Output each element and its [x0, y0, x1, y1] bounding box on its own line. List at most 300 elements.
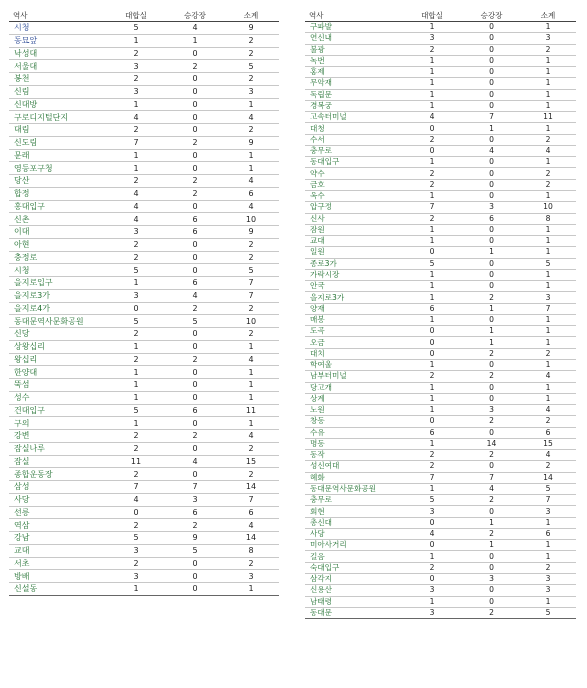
platform-cell: 0	[167, 340, 223, 353]
table-row	[305, 371, 576, 382]
total-cell: 1	[520, 359, 576, 370]
table-row	[305, 202, 576, 213]
table-row	[305, 258, 576, 269]
total-cell: 2	[223, 251, 279, 264]
station-cell: 신당	[9, 328, 105, 341]
station-cell: 혜화	[305, 472, 401, 483]
transfer-cell: 1	[401, 78, 463, 89]
platform-cell: 1	[463, 247, 520, 258]
table-row	[305, 450, 576, 461]
platform-cell: 1	[463, 326, 520, 337]
transfer-cell: 1	[401, 483, 463, 494]
station-cell: 오금	[305, 337, 401, 348]
left-table-body	[9, 22, 279, 596]
total-cell: 11	[520, 112, 576, 123]
platform-cell: 6	[167, 506, 223, 519]
transfer-cell: 1	[105, 583, 167, 596]
platform-cell: 1	[463, 337, 520, 348]
platform-cell: 0	[463, 168, 520, 179]
platform-cell: 2	[167, 136, 223, 149]
table-row	[305, 551, 576, 562]
total-cell: 3	[520, 506, 576, 517]
platform-cell: 4	[463, 483, 520, 494]
total-cell: 1	[520, 269, 576, 280]
transfer-cell: 4	[105, 493, 167, 506]
total-cell: 2	[520, 348, 576, 359]
table-row	[305, 596, 576, 607]
station-cell: 동대입구	[305, 157, 401, 168]
station-cell: 금호	[305, 179, 401, 190]
transfer-cell: 1	[401, 89, 463, 100]
transfer-cell: 5	[105, 264, 167, 277]
header-transfer: 대합실	[401, 9, 463, 22]
transfer-cell: 3	[105, 60, 167, 73]
total-cell: 5	[223, 264, 279, 277]
transfer-cell: 2	[105, 353, 167, 366]
platform-cell: 0	[167, 366, 223, 379]
station-cell: 대청	[305, 123, 401, 134]
table-row	[305, 44, 576, 55]
table-row	[9, 111, 279, 124]
station-cell: 동대문역사문화공원	[9, 315, 105, 328]
platform-cell: 4	[167, 289, 223, 302]
total-cell: 1	[520, 78, 576, 89]
transfer-cell: 11	[105, 455, 167, 468]
transfer-cell: 1	[401, 405, 463, 416]
table-row	[9, 570, 279, 583]
table-row	[305, 528, 576, 539]
total-cell: 1	[520, 157, 576, 168]
station-cell: 을지로4가	[9, 302, 105, 315]
total-cell: 2	[223, 557, 279, 570]
table-row	[305, 348, 576, 359]
station-cell: 약수	[305, 168, 401, 179]
station-cell: 동묘앞	[9, 34, 105, 47]
table-row	[305, 438, 576, 449]
total-cell: 3	[520, 574, 576, 585]
table-row	[305, 382, 576, 393]
total-cell: 6	[223, 187, 279, 200]
transfer-cell: 1	[105, 417, 167, 430]
total-cell: 2	[223, 34, 279, 47]
table-row	[9, 149, 279, 162]
table-row	[305, 78, 576, 89]
station-cell: 창동	[305, 416, 401, 427]
platform-cell: 0	[167, 468, 223, 481]
table-row	[305, 247, 576, 258]
total-cell: 2	[520, 416, 576, 427]
transfer-cell: 2	[401, 213, 463, 224]
table-row	[305, 292, 576, 303]
total-cell: 1	[520, 517, 576, 528]
total-cell: 1	[223, 417, 279, 430]
station-cell: 충정로	[9, 251, 105, 264]
table-row	[9, 60, 279, 73]
transfer-cell: 2	[105, 238, 167, 251]
platform-cell: 0	[167, 73, 223, 86]
total-cell: 4	[520, 450, 576, 461]
platform-cell: 0	[167, 583, 223, 596]
total-cell: 15	[223, 455, 279, 468]
total-cell: 2	[520, 562, 576, 573]
transfer-cell: 1	[105, 98, 167, 111]
transfer-cell: 2	[401, 450, 463, 461]
transfer-cell: 1	[401, 292, 463, 303]
total-cell: 1	[520, 236, 576, 247]
station-cell: 잠원	[305, 224, 401, 235]
platform-cell: 0	[463, 269, 520, 280]
platform-cell: 2	[463, 292, 520, 303]
table-row	[9, 544, 279, 557]
total-cell: 2	[223, 73, 279, 86]
total-cell: 2	[520, 179, 576, 190]
table-row	[305, 33, 576, 44]
station-cell: 왕십리	[9, 353, 105, 366]
transfer-cell: 3	[105, 289, 167, 302]
table-row	[305, 281, 576, 292]
header-total: 소계	[520, 9, 576, 22]
platform-cell: 4	[167, 455, 223, 468]
station-cell: 수서	[305, 134, 401, 145]
station-cell: 동작	[305, 450, 401, 461]
transfer-cell: 1	[105, 149, 167, 162]
transfer-cell: 1	[401, 236, 463, 247]
table-row	[9, 468, 279, 481]
transfer-cell: 2	[401, 168, 463, 179]
platform-cell: 3	[463, 202, 520, 213]
platform-cell: 0	[463, 359, 520, 370]
platform-cell: 0	[463, 22, 520, 33]
table-row	[305, 303, 576, 314]
table-row	[9, 481, 279, 494]
transfer-cell: 1	[401, 551, 463, 562]
transfer-cell: 3	[401, 607, 463, 618]
total-cell: 1	[520, 596, 576, 607]
table-row	[305, 67, 576, 78]
station-cell: 고속터미널	[305, 112, 401, 123]
table-row	[305, 483, 576, 494]
total-cell: 1	[520, 337, 576, 348]
platform-cell: 1	[463, 540, 520, 551]
station-cell: 노원	[305, 405, 401, 416]
platform-cell: 0	[463, 179, 520, 190]
total-cell: 4	[223, 430, 279, 443]
transfer-cell: 2	[105, 519, 167, 532]
total-cell: 1	[520, 281, 576, 292]
transfer-cell: 0	[105, 506, 167, 519]
total-cell: 3	[520, 33, 576, 44]
total-cell: 1	[520, 314, 576, 325]
platform-cell: 1	[463, 517, 520, 528]
station-cell: 시청	[9, 22, 105, 35]
platform-cell: 0	[167, 200, 223, 213]
table-row	[305, 179, 576, 190]
platform-cell: 0	[463, 314, 520, 325]
total-cell: 6	[520, 528, 576, 539]
station-cell: 홍제	[305, 67, 401, 78]
station-cell: 강남	[9, 532, 105, 545]
header-station: 역사	[9, 9, 105, 22]
transfer-cell: 2	[105, 73, 167, 86]
station-cell: 을지로3가	[305, 292, 401, 303]
station-cell: 서초	[9, 557, 105, 570]
transfer-cell: 5	[105, 22, 167, 35]
total-cell: 3	[223, 85, 279, 98]
table-row	[9, 442, 279, 455]
platform-cell: 0	[167, 251, 223, 264]
transfer-cell: 1	[105, 391, 167, 404]
transfer-cell: 0	[401, 540, 463, 551]
table-row	[305, 157, 576, 168]
station-cell: 한양대	[9, 366, 105, 379]
platform-cell: 7	[463, 112, 520, 123]
transfer-cell: 2	[401, 371, 463, 382]
station-cell: 신림	[9, 85, 105, 98]
total-cell: 2	[223, 442, 279, 455]
table-row	[9, 328, 279, 341]
transfer-cell: 1	[401, 393, 463, 404]
station-cell: 아현	[9, 238, 105, 251]
station-cell: 숙대입구	[305, 562, 401, 573]
transfer-cell: 2	[105, 175, 167, 188]
table-row	[9, 391, 279, 404]
table-row	[9, 404, 279, 417]
platform-cell: 0	[167, 162, 223, 175]
station-cell: 구파발	[305, 22, 401, 33]
transfer-cell: 2	[105, 47, 167, 60]
total-cell: 2	[520, 134, 576, 145]
platform-cell: 0	[463, 236, 520, 247]
table-row	[9, 289, 279, 302]
table-row	[9, 251, 279, 264]
table-row	[9, 277, 279, 290]
table-row	[305, 607, 576, 618]
platform-cell: 0	[463, 78, 520, 89]
platform-cell: 14	[463, 438, 520, 449]
station-cell: 안국	[305, 281, 401, 292]
table-row	[305, 314, 576, 325]
transfer-cell: 1	[401, 22, 463, 33]
station-cell: 신대방	[9, 98, 105, 111]
total-cell: 14	[520, 472, 576, 483]
station-cell: 미아사거리	[305, 540, 401, 551]
total-cell: 1	[223, 379, 279, 392]
header-platform: 승강장	[167, 9, 223, 22]
table-row	[305, 517, 576, 528]
transfer-cell: 1	[401, 281, 463, 292]
station-cell: 일원	[305, 247, 401, 258]
total-cell: 5	[520, 607, 576, 618]
platform-cell: 0	[463, 585, 520, 596]
platform-cell: 3	[167, 493, 223, 506]
platform-cell: 0	[167, 570, 223, 583]
platform-cell: 0	[167, 442, 223, 455]
header-row	[305, 9, 576, 22]
transfer-cell: 1	[401, 67, 463, 78]
table-row	[9, 506, 279, 519]
station-cell: 양재	[305, 303, 401, 314]
total-cell: 1	[520, 22, 576, 33]
station-cell: 무악재	[305, 78, 401, 89]
station-cell: 불광	[305, 44, 401, 55]
total-cell: 10	[223, 315, 279, 328]
table-row	[9, 98, 279, 111]
total-cell: 2	[223, 124, 279, 137]
platform-cell: 0	[167, 379, 223, 392]
total-cell: 1	[223, 340, 279, 353]
platform-cell: 0	[463, 224, 520, 235]
total-cell: 3	[223, 570, 279, 583]
platform-cell: 9	[167, 532, 223, 545]
station-cell: 사당	[305, 528, 401, 539]
platform-cell: 0	[463, 461, 520, 472]
transfer-cell: 3	[105, 226, 167, 239]
table-row	[305, 393, 576, 404]
total-cell: 2	[520, 168, 576, 179]
total-cell: 1	[520, 551, 576, 562]
total-cell: 1	[520, 224, 576, 235]
platform-cell: 2	[167, 187, 223, 200]
platform-cell: 2	[167, 519, 223, 532]
total-cell: 2	[223, 238, 279, 251]
station-cell: 영등포구청	[9, 162, 105, 175]
platform-cell: 1	[167, 34, 223, 47]
platform-cell: 0	[463, 55, 520, 66]
station-cell: 서울대	[9, 60, 105, 73]
station-cell: 남태령	[305, 596, 401, 607]
station-cell: 문래	[9, 149, 105, 162]
platform-cell: 0	[167, 557, 223, 570]
platform-cell: 6	[167, 213, 223, 226]
table-row	[9, 226, 279, 239]
station-cell: 대림	[9, 124, 105, 137]
transfer-cell: 5	[105, 532, 167, 545]
total-cell: 4	[223, 175, 279, 188]
station-cell: 연신내	[305, 33, 401, 44]
transfer-cell: 2	[401, 134, 463, 145]
platform-cell: 2	[167, 302, 223, 315]
transfer-cell: 2	[401, 562, 463, 573]
platform-cell: 3	[463, 405, 520, 416]
table-row	[305, 213, 576, 224]
platform-cell: 7	[463, 472, 520, 483]
transfer-cell: 6	[401, 303, 463, 314]
station-cell: 충무로	[305, 495, 401, 506]
total-cell: 6	[223, 506, 279, 519]
platform-cell: 6	[167, 226, 223, 239]
station-cell: 합정	[9, 187, 105, 200]
table-row	[305, 416, 576, 427]
transfer-cell: 5	[105, 404, 167, 417]
transfer-cell: 1	[105, 379, 167, 392]
table-row	[9, 557, 279, 570]
total-cell: 1	[223, 162, 279, 175]
table-row	[305, 472, 576, 483]
table-row	[9, 583, 279, 596]
station-cell: 당고개	[305, 382, 401, 393]
header-row	[9, 9, 279, 22]
station-cell: 선릉	[9, 506, 105, 519]
transfer-cell: 1	[401, 55, 463, 66]
platform-cell: 0	[463, 258, 520, 269]
transfer-cell: 3	[401, 506, 463, 517]
table-row	[305, 168, 576, 179]
table-row	[9, 353, 279, 366]
platform-cell: 0	[463, 382, 520, 393]
table-row	[9, 302, 279, 315]
station-cell: 신용산	[305, 585, 401, 596]
total-cell: 14	[223, 481, 279, 494]
transfer-cell: 1	[401, 157, 463, 168]
table-row	[305, 112, 576, 123]
transfer-cell: 7	[105, 136, 167, 149]
platform-cell: 5	[167, 315, 223, 328]
total-cell: 1	[223, 98, 279, 111]
platform-cell: 0	[167, 85, 223, 98]
table-row	[305, 427, 576, 438]
platform-cell: 0	[463, 89, 520, 100]
transfer-cell: 2	[105, 430, 167, 443]
platform-cell: 2	[167, 430, 223, 443]
platform-cell: 0	[167, 264, 223, 277]
platform-cell: 0	[463, 33, 520, 44]
transfer-cell: 0	[401, 574, 463, 585]
platform-cell: 1	[463, 303, 520, 314]
total-cell: 2	[223, 302, 279, 315]
platform-cell: 0	[463, 506, 520, 517]
station-cell: 을지로3가	[9, 289, 105, 302]
total-cell: 1	[520, 89, 576, 100]
total-cell: 4	[223, 519, 279, 532]
total-cell: 1	[520, 123, 576, 134]
total-cell: 7	[223, 289, 279, 302]
transfer-cell: 2	[105, 557, 167, 570]
table-row	[305, 461, 576, 472]
table-row	[305, 495, 576, 506]
table-row	[9, 532, 279, 545]
transfer-cell: 1	[401, 382, 463, 393]
table-row	[305, 574, 576, 585]
table-row	[305, 269, 576, 280]
station-cell: 도곡	[305, 326, 401, 337]
left-table	[9, 9, 279, 596]
table-row	[9, 47, 279, 60]
table-row	[9, 417, 279, 430]
platform-cell: 2	[463, 371, 520, 382]
station-cell: 강변	[9, 430, 105, 443]
table-row	[305, 89, 576, 100]
table-row	[9, 455, 279, 468]
platform-cell: 6	[463, 213, 520, 224]
platform-cell: 6	[167, 277, 223, 290]
station-cell: 종합운동장	[9, 468, 105, 481]
station-cell: 잠실나루	[9, 442, 105, 455]
station-cell: 녹번	[305, 55, 401, 66]
transfer-cell: 1	[105, 366, 167, 379]
platform-cell: 0	[167, 391, 223, 404]
station-cell: 동대문	[305, 607, 401, 618]
table-row	[305, 540, 576, 551]
total-cell: 5	[520, 258, 576, 269]
platform-cell: 0	[463, 393, 520, 404]
station-cell: 신설동	[9, 583, 105, 596]
station-cell: 상왕십리	[9, 340, 105, 353]
platform-cell: 0	[167, 47, 223, 60]
platform-cell: 0	[167, 111, 223, 124]
transfer-cell: 7	[401, 472, 463, 483]
station-cell: 종로3가	[305, 258, 401, 269]
transfer-cell: 0	[401, 123, 463, 134]
